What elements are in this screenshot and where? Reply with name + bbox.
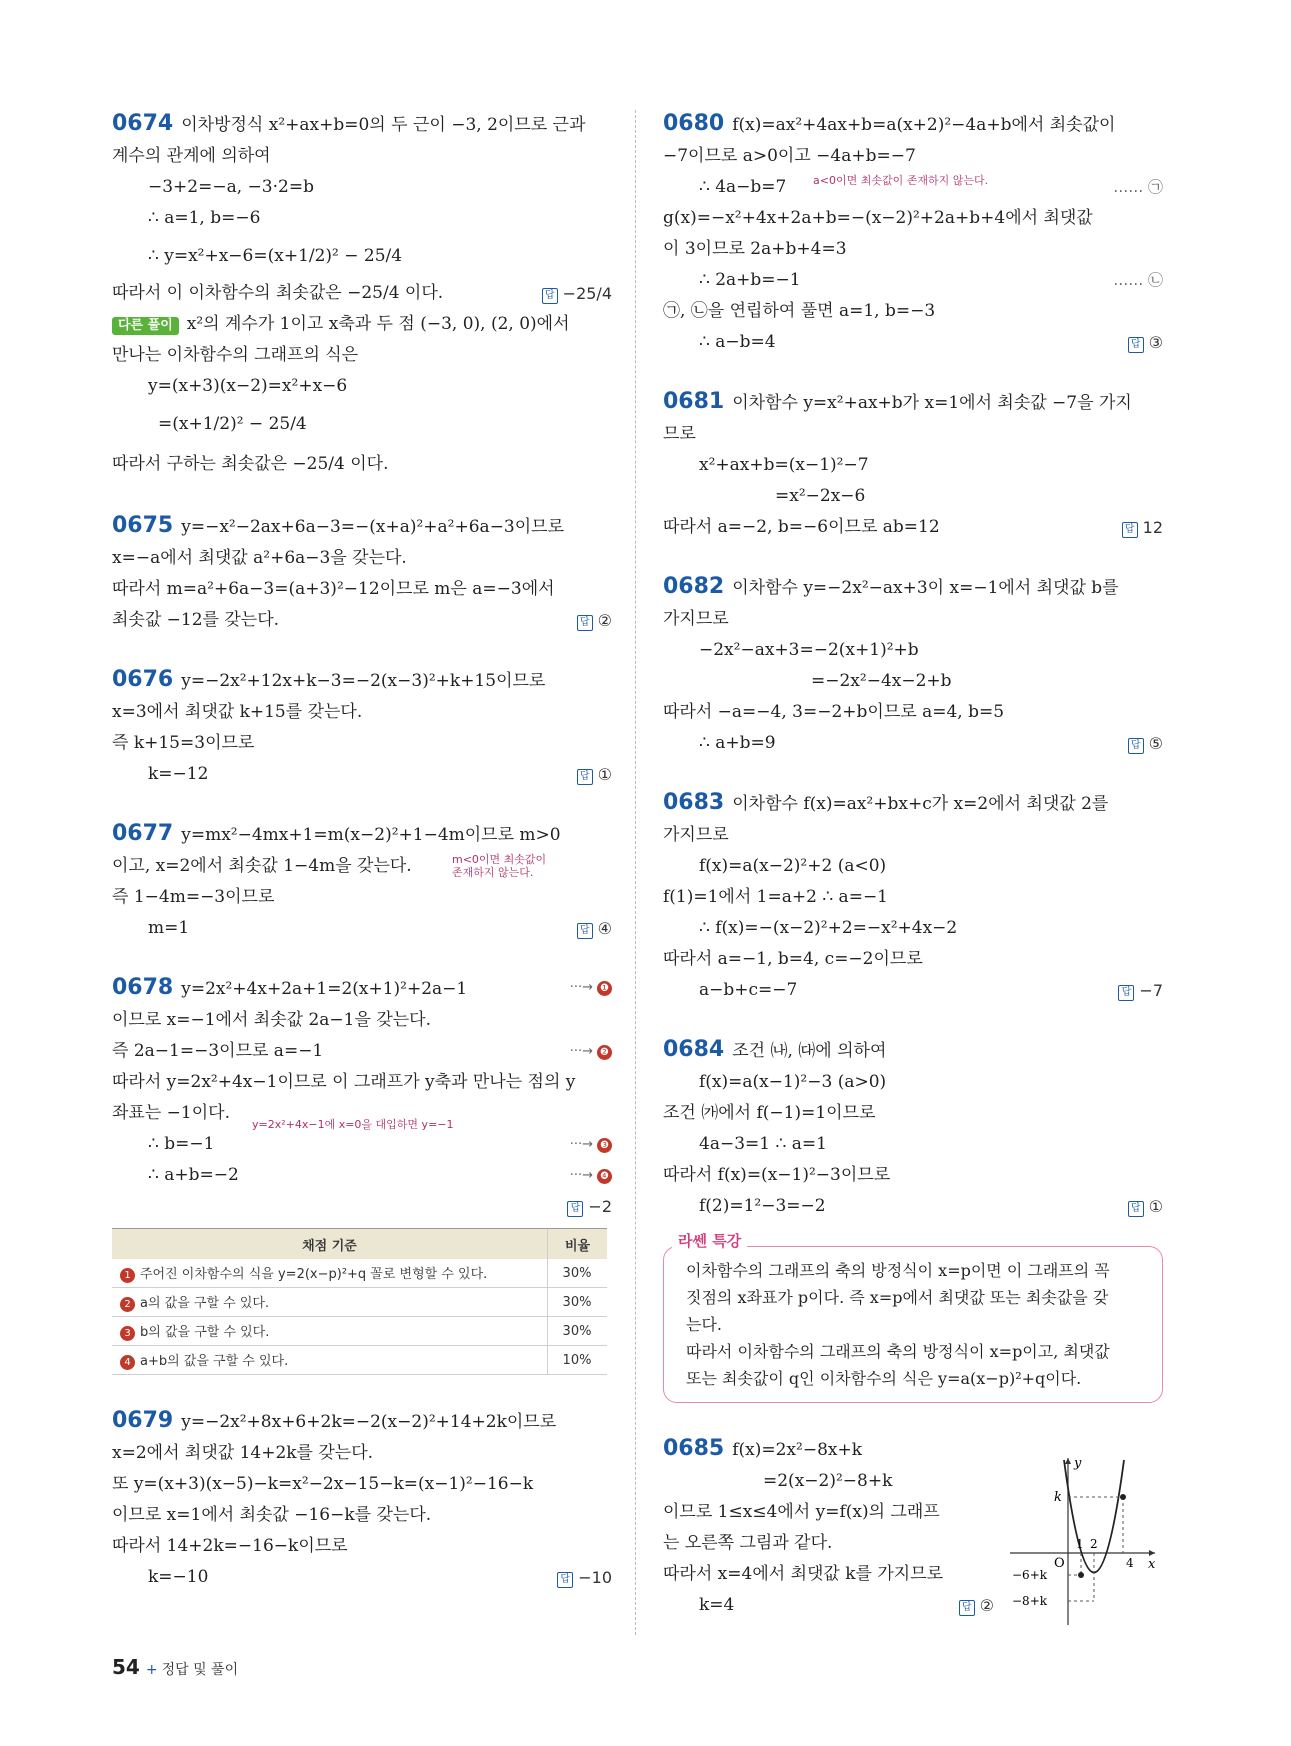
answer-value: −7 <box>1139 981 1163 1000</box>
text-line: ∴ 4a−b=7 <box>699 177 787 197</box>
problem-number: 0685 <box>663 1436 725 1461</box>
text-line: 따라서 이 이차함수의 최솟값은 −25/4 이다. <box>112 283 444 303</box>
origin-label: O <box>1054 1556 1065 1571</box>
text-line: ㉠, ㉡을 연립하여 풀면 a=1, b=−3 <box>663 301 936 321</box>
answer-value: ③ <box>1148 333 1163 352</box>
problem-number: 0675 <box>112 513 174 538</box>
table-row <box>112 1346 607 1375</box>
answer <box>542 278 612 309</box>
text-line: 가지므로 <box>663 609 729 629</box>
answer-icon: 답 <box>567 1201 583 1217</box>
k8-label: −8+k <box>1012 1594 1048 1608</box>
answer <box>1128 728 1163 759</box>
answer <box>577 605 612 636</box>
answer-value: ⑤ <box>1148 734 1163 753</box>
text-line: 계수의 관계에 의하여 <box>112 146 271 166</box>
text-line: 즉 2a−1=−3이므로 a=−1 <box>112 1041 324 1061</box>
text-line: 따라서 a=−2, b=−6이므로 ab=12 <box>663 517 940 537</box>
text-line: x²의 계수가 1이고 x축과 두 점 (−3, 0), (2, 0)에서 <box>186 314 570 334</box>
text-line: k=−10 <box>148 1567 209 1587</box>
step-marker-icon: ❶ <box>597 981 612 996</box>
text-line: y=(x+3)(x−2)=x²+x−6 <box>148 376 348 396</box>
tip-line: 따라서 이차함수의 그래프의 축의 방정식이 x=p이고, 최댓값 <box>686 1342 1110 1361</box>
problem-number: 0684 <box>663 1037 725 1062</box>
left-column <box>112 108 612 1621</box>
k-label: k <box>1054 1490 1062 1505</box>
text-line: x²+ax+b=(x−1)²−7 <box>699 455 869 475</box>
text-line: x=−a에서 최댓값 a²+6a−3을 갖는다. <box>112 548 407 568</box>
table-cell-criteria: a+b의 값을 구할 수 있다. <box>140 1354 289 1369</box>
row-marker: 2 <box>120 1297 135 1312</box>
answer <box>1122 512 1163 543</box>
text-line: f(1)=1에서 1=a+2 ∴ a=−1 <box>663 887 888 907</box>
text-line: 이차함수 y=−2x²−ax+3이 x=−1에서 최댓값 b를 <box>732 578 1119 598</box>
text-line: f(x)=a(x−2)²+2 (a<0) <box>699 856 887 876</box>
text-line: a−b+c=−7 <box>699 980 798 1000</box>
answer-icon: 답 <box>577 923 593 939</box>
tip-line: 이차함수의 그래프의 축의 방정식이 x=p이면 이 그래프의 꼭 <box>686 1261 1110 1280</box>
text-line: 만나는 이차함수의 그래프의 식은 <box>112 345 359 365</box>
text-line: ∴ b=−1 <box>148 1134 215 1154</box>
parabola-graph <box>1010 1450 1160 1630</box>
table-cell-criteria: a의 값을 구할 수 있다. <box>140 1296 270 1311</box>
page-footer <box>112 1655 238 1679</box>
text-line: 이 3이므로 2a+b+4=3 <box>663 239 847 259</box>
problem-number: 0681 <box>663 389 725 414</box>
text-line: 이차방정식 x²+ax+b=0의 두 근이 −3, 2이므로 근과 <box>181 115 586 135</box>
table-header-row <box>112 1229 607 1260</box>
page-number: 54 <box>112 1655 140 1679</box>
answer-value: −10 <box>578 1568 612 1587</box>
text-line: y=mx²−4mx+1=m(x−2)²+1−4m이므로 m>0 <box>181 825 561 845</box>
text-line: f(x)=2x²−8x+k <box>732 1440 863 1460</box>
row-marker: 1 <box>120 1268 135 1283</box>
text-line: =(x+1/2)² − 25/4 <box>158 414 307 434</box>
text-line: 이므로 x=−1에서 최솟값 2a−1을 갖는다. <box>112 1010 431 1030</box>
answer-icon: 답 <box>1128 738 1144 754</box>
problem-0682 <box>663 571 1163 759</box>
answer-value: ① <box>597 765 612 784</box>
problem-number: 0676 <box>112 667 174 692</box>
text-line: k=4 <box>699 1595 735 1615</box>
text-line: 이므로 1≤x≤4에서 y=f(x)의 그래프 <box>663 1502 940 1522</box>
step-marker: ···→ ❸ <box>570 1129 612 1160</box>
problem-0678 <box>112 972 612 1222</box>
text-line: y=2x²+4x+2a+1=2(x+1)²+2a−1 <box>181 979 468 999</box>
answer-value: −2 <box>588 1197 612 1216</box>
answer <box>557 1562 612 1593</box>
problem-number: 0682 <box>663 574 725 599</box>
tip-line: 또는 최솟값이 q인 이차함수의 식은 y=a(x−p)²+q이다. <box>686 1369 1082 1388</box>
problem-number: 0677 <box>112 821 174 846</box>
tick-4: 4 <box>1126 1556 1134 1570</box>
text-line: ∴ a+b=9 <box>699 733 776 753</box>
step-marker-icon: ❷ <box>597 1045 612 1060</box>
y-axis-label: y <box>1074 1456 1082 1471</box>
text-line: 조건 ㈏, ㈐에 의하여 <box>732 1041 887 1061</box>
text-line: g(x)=−x²+4x+2a+b=−(x−2)²+2a+b+4에서 최댓값 <box>663 208 1093 228</box>
problem-0679 <box>112 1405 612 1593</box>
table-row <box>112 1259 607 1288</box>
footer-label: 정답 및 풀이 <box>161 1662 239 1678</box>
answer-value: ② <box>597 611 612 630</box>
step-marker-icon: ❹ <box>597 1169 612 1184</box>
answer <box>577 913 612 944</box>
table-cell-ratio: 30% <box>548 1288 608 1317</box>
table-row <box>112 1317 607 1346</box>
answer-value: 12 <box>1142 518 1163 537</box>
text-line: m=1 <box>148 918 190 938</box>
answer <box>1128 327 1163 358</box>
text-line: 따라서 a=−1, b=4, c=−2이므로 <box>663 949 923 969</box>
tip-line: 짓점의 x좌표가 p이다. 즉 x=p에서 최댓값 또는 최솟값을 갖 <box>686 1288 1109 1307</box>
text-line: k=−12 <box>148 764 209 784</box>
x-axis-label: x <box>1148 1557 1156 1572</box>
text-line: 이차함수 f(x)=ax²+bx+c가 x=2에서 최댓값 2를 <box>732 794 1109 814</box>
problem-0683 <box>663 787 1163 1006</box>
text-line: −7이므로 a>0이고 −4a+b=−7 <box>663 146 916 166</box>
text-line: 따라서 m=a²+6a−3=(a+3)²−12이므로 m은 a=−3에서 <box>112 579 555 599</box>
answer-icon: 답 <box>959 1600 975 1616</box>
y-axis-arrow <box>1065 1458 1071 1464</box>
text-line: f(2)=1²−3=−2 <box>699 1196 826 1216</box>
problem-number: 0678 <box>112 975 174 1000</box>
text-line: f(x)=ax²+4ax+b=a(x+2)²−4a+b에서 최솟값이 <box>732 115 1116 135</box>
text-line: 좌표는 −1이다. <box>112 1103 230 1123</box>
text-line: y=−x²−2ax+6a−3=−(x+a)²+a²+6a−3이므로 <box>181 517 565 537</box>
text-line: ∴ a+b=−2 <box>148 1165 239 1185</box>
text-line: 따라서 f(x)=(x−1)²−3이므로 <box>663 1165 891 1185</box>
step-marker-icon: ❸ <box>597 1138 612 1153</box>
answer <box>1128 1191 1163 1222</box>
text-line: 므로 <box>663 424 696 444</box>
margin-note: y=2x²+4x−1에 x=0을 대입하면 y=−1 <box>252 1118 454 1131</box>
answer <box>1118 975 1163 1006</box>
answer-value: −25/4 <box>562 284 612 303</box>
problem-number: 0679 <box>112 1408 174 1433</box>
text-line: 따라서 −a=−4, 3=−2+b이므로 a=4, b=5 <box>663 702 1005 722</box>
row-marker: 3 <box>120 1326 135 1341</box>
right-column <box>663 108 1163 1649</box>
problem-0675 <box>112 510 612 636</box>
table-header-ratio: 비율 <box>548 1229 608 1260</box>
column-divider <box>635 110 636 1635</box>
problem-number: 0680 <box>663 111 725 136</box>
table-cell-ratio: 30% <box>548 1317 608 1346</box>
problem-0674 <box>112 108 612 482</box>
text-line: ∴ y=x²+x−6=(x+1/2)² − 25/4 <box>148 246 403 266</box>
step-marker: ···→ ❶ <box>570 972 612 1003</box>
table-row <box>112 1288 607 1317</box>
answer-icon: 답 <box>1118 985 1134 1001</box>
text-line: f(x)=a(x−1)²−3 (a>0) <box>699 1072 887 1092</box>
text-line: 최솟값 −12를 갖는다. <box>112 610 280 630</box>
answer-icon: 답 <box>1128 337 1144 353</box>
problem-0680 <box>663 108 1163 358</box>
text-line: ∴ f(x)=−(x−2)²+2=−x²+4x−2 <box>699 918 958 938</box>
text-line: 이차함수 y=x²+ax+b가 x=1에서 최솟값 −7을 가지 <box>732 393 1132 413</box>
answer-value: ④ <box>597 919 612 938</box>
equation-tag: …… ㉡ <box>1113 271 1163 289</box>
x-axis-arrow <box>1149 1550 1155 1556</box>
text-line: 즉 1−4m=−3이므로 <box>112 887 275 907</box>
alt-solution-badge: 다른 풀이 <box>112 317 179 335</box>
text-line: =2(x−2)²−8+k <box>763 1471 893 1491</box>
text-line: 따라서 14+2k=−16−k이므로 <box>112 1536 348 1556</box>
problem-0684 <box>663 1034 1163 1222</box>
text-line: 는 오른쪽 그림과 같다. <box>663 1533 833 1553</box>
text-line: ∴ a=1, b=−6 <box>148 208 261 228</box>
text-line: 가지므로 <box>663 825 729 845</box>
answer-value: ② <box>979 1596 994 1615</box>
problem-0677 <box>112 818 612 944</box>
text-line: =x²−2x−6 <box>775 486 866 506</box>
answer-icon: 답 <box>557 1572 573 1588</box>
text-line: 조건 ㈎에서 f(−1)=1이므로 <box>663 1103 876 1123</box>
table-cell-ratio: 30% <box>548 1259 608 1288</box>
text-line: 따라서 구하는 최솟값은 −25/4 이다. <box>112 454 389 474</box>
text-line: y=−2x²+12x+k−3=−2(x−3)²+k+15이므로 <box>181 671 546 691</box>
table-cell-criteria: b의 값을 구할 수 있다. <box>140 1325 270 1340</box>
text-line: 이므로 x=1에서 최솟값 −16−k를 갖는다. <box>112 1505 432 1525</box>
problem-number: 0683 <box>663 790 725 815</box>
text-line: 이고, x=2에서 최솟값 1−4m을 갖는다. <box>112 856 412 876</box>
answer-icon: 답 <box>1128 1201 1144 1217</box>
answer <box>959 1590 994 1621</box>
margin-note: a<0이면 최솟값이 존재하지 않는다. <box>813 174 989 187</box>
answer-icon: 답 <box>542 288 558 304</box>
text-line: y=−2x²+8x+6+2k=−2(x−2)²+14+2k이므로 <box>181 1412 557 1432</box>
text-line: 따라서 y=2x²+4x−1이므로 이 그래프가 y축과 만나는 점의 y <box>112 1072 576 1092</box>
text-line: 즉 k+15=3이므로 <box>112 733 255 753</box>
tip-title: 라쎈 특강 <box>672 1230 747 1251</box>
text-line: 따라서 x=4에서 최댓값 k를 가지므로 <box>663 1564 944 1584</box>
text-line: =−2x²−4x−2+b <box>811 671 952 691</box>
tip-line: 는다. <box>686 1315 722 1334</box>
text-line: x=3에서 최댓값 k+15를 갖는다. <box>112 702 363 722</box>
tip-box <box>663 1232 1163 1403</box>
equation-tag: …… ㉠ <box>1113 178 1163 196</box>
text-line: 또 y=(x+3)(x−5)−k=x²−2x−15−k=(x−1)²−16−k <box>112 1474 534 1494</box>
row-marker: 4 <box>120 1355 135 1370</box>
answer-value: ① <box>1148 1197 1163 1216</box>
table-cell-criteria: 주어진 이차함수의 식을 y=2(x−p)²+q 꼴로 변형할 수 있다. <box>140 1267 488 1282</box>
problem-0681 <box>663 386 1163 543</box>
answer-icon: 답 <box>577 769 593 785</box>
point-x4 <box>1120 1494 1126 1500</box>
margin-note: m<0이면 최솟값이 존재하지 않는다. <box>452 853 547 879</box>
problem-number: 0674 <box>112 111 174 136</box>
text-line: −3+2=−a, −3·2=b <box>148 177 314 197</box>
text-line: −2x²−ax+3=−2(x+1)²+b <box>699 640 919 660</box>
answer-icon: 답 <box>577 615 593 631</box>
tick-1: 1 <box>1076 1537 1084 1551</box>
plus-icon: + <box>145 1662 158 1678</box>
text-line: x=2에서 최댓값 14+2k를 갖는다. <box>112 1443 374 1463</box>
step-marker: ···→ ❹ <box>570 1160 612 1191</box>
k6-label: −6+k <box>1012 1568 1048 1582</box>
answer-icon: 답 <box>1122 522 1138 538</box>
problem-0676 <box>112 664 612 790</box>
scoring-table <box>112 1228 607 1375</box>
text-line: 4a−3=1 ∴ a=1 <box>699 1134 827 1154</box>
table-cell-ratio: 10% <box>548 1346 608 1375</box>
text-line: ∴ 2a+b=−1 <box>699 270 801 290</box>
step-marker: ···→ ❷ <box>570 1036 612 1067</box>
text-line: ∴ a−b=4 <box>699 332 776 352</box>
answer <box>567 1191 612 1222</box>
point-x1 <box>1078 1572 1084 1578</box>
table-header-criteria: 채점 기준 <box>112 1229 548 1260</box>
answer <box>577 759 612 790</box>
tick-2: 2 <box>1090 1537 1098 1551</box>
